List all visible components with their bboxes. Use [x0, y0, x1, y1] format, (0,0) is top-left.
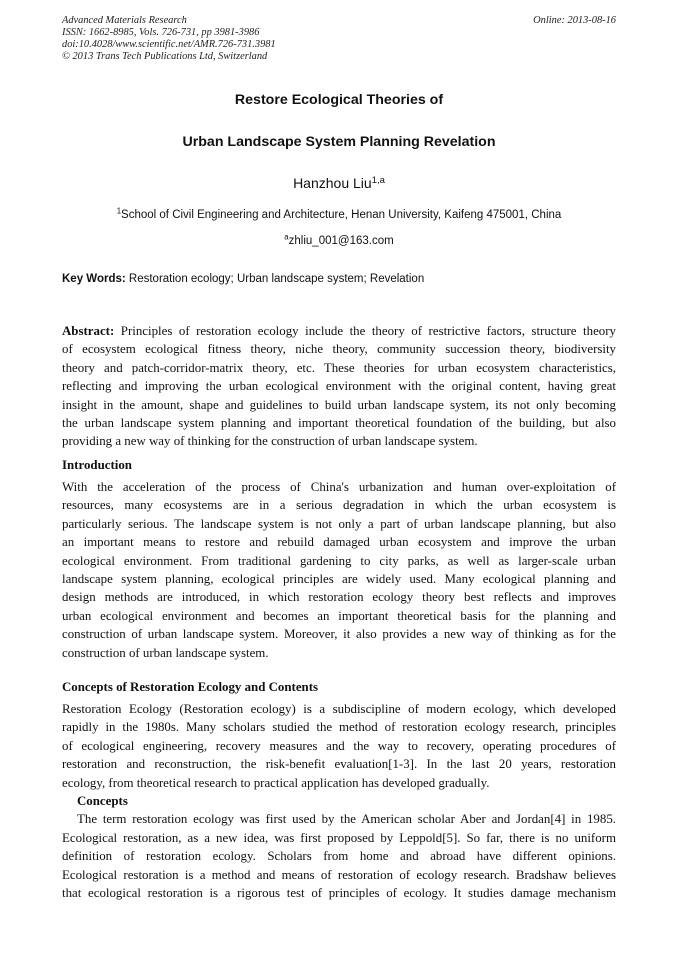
affiliation-superscript: 1	[116, 206, 122, 216]
paragraph-line: Restoration Ecology (Restoration ecology) is a subdiscipline of modern ecology, which developed	[62, 702, 616, 716]
copyright-line: © 2013 Trans Tech Publications Ltd, Switzerland	[62, 51, 268, 62]
paragraph-line: of ecological engineering, recovery measures and the way to recovery, operating procedures of	[62, 738, 616, 753]
paragraph-line: Ecological restoration, as a new idea, was first proposed by Leppold[5]. So far, there is no uniform	[62, 830, 616, 845]
email-text: zhliu_001@163.com	[288, 235, 394, 247]
paragraph-line: Ecological restoration is a method and means of restoration of ecology research. Bradshaw believes	[62, 867, 616, 882]
paragraph-line: ecological environment. From traditional gardening to city parks, as well as larger-scale urban	[62, 553, 616, 568]
issn-line: ISSN: 1662-8985, Vols. 726-731, pp 3981-3986	[62, 27, 260, 38]
paragraph-line: construction of urban landscape system. Moreover, it also provides a new way of thinking as for the	[62, 627, 616, 642]
concepts-section-body	[62, 700, 616, 902]
title-line-2: Urban Landscape System Planning Revelation	[182, 134, 496, 150]
keywords	[62, 272, 616, 287]
concepts-subheading: Concepts	[77, 793, 128, 808]
introduction-body	[62, 478, 616, 662]
abstract-line: providing a new way of thinking for the construction of urban landscape system.	[62, 434, 478, 449]
abstract	[62, 322, 616, 451]
author-superscript: 1,a	[371, 174, 385, 186]
abstract-line: theory and patch-corridor-matrix theory, etc. These theories for urban ecosystem characteristics,	[62, 360, 616, 375]
paragraph-line: design methods are introduced, in which restoration ecology theory best reflects and improves	[62, 590, 616, 605]
paragraph-line: definition of restoration ecology. Scholars from home and abroad have different opinions.	[62, 849, 616, 864]
affiliation	[62, 208, 616, 223]
author-email	[62, 234, 616, 249]
paragraph-line: With the acceleration of the process of China's urbanization and human over-exploitation of	[62, 480, 616, 494]
paragraph-line: rapidly in the 1980s. Many scholars studied the method of restoration ecology research, principles	[62, 720, 616, 735]
paragraph-line: that ecological restoration is a rigorous test of principles of ecology. It studies damage mechanism	[62, 885, 616, 900]
paragraph-line: The term restoration ecology was first used by the American scholar Aber and Jordan[4] in 1985.	[77, 812, 616, 827]
doi-line: doi:10.4028/www.scientific.net/AMR.726-731.3981	[62, 39, 276, 50]
online-date: Online: 2013-08-16	[533, 15, 616, 26]
email-superscript: a	[284, 232, 289, 242]
paragraph-line: an important means to restore and rebuild damaged urban ecosystem and improve the urban	[62, 535, 616, 550]
author-name: Hanzhou Liu	[293, 175, 372, 191]
journal-name: Advanced Materials Research	[62, 15, 187, 26]
journal-header	[62, 15, 616, 63]
abstract-line: insight in the amount, shape and guidelines to build urban landscape system, its not only becoming	[62, 397, 616, 412]
paragraph-line: landscape system planning, ecological principles are widely used. Many ecological planning and	[62, 571, 616, 586]
title-line-1: Restore Ecological Theories of	[234, 92, 444, 108]
abstract-line: the urban landscape system planning and important theoretical foundation of the building, but also	[62, 415, 616, 430]
abstract-label: Abstract:	[62, 324, 115, 338]
keywords-text: Restoration ecology; Urban landscape system; Revelation	[128, 273, 425, 285]
introduction-heading: Introduction	[62, 458, 132, 472]
keywords-label: Key Words:	[62, 273, 126, 285]
paragraph-line: particularly serious. The landscape system is not only a part of urban landscape planning, but also	[62, 516, 616, 531]
abstract-line: of ecosystem ecological fitness theory, niche theory, community succession theory, biodiversity	[62, 342, 616, 357]
paragraph-line: urban ecological environment and becomes an important theoretical basis for the planning and	[62, 608, 616, 623]
paragraph-line: ecology, from theoretical research to practical application has developed gradually.	[62, 775, 490, 790]
affiliation-text: School of Civil Engineering and Architecture, Henan University, Kaifeng 475001, China	[121, 209, 562, 221]
concepts-section-heading: Concepts of Restoration Ecology and Contents	[62, 680, 319, 694]
paragraph-line: resources, many ecosystems are in a serious degradation in which the urban ecosystem is	[62, 498, 616, 513]
abstract-line: Abstract: Principles of restoration ecology include the theory of restrictive factors, structure theory	[62, 324, 616, 338]
paragraph-line: construction of urban landscape system.	[62, 645, 269, 660]
paragraph-line: restoration and reconstruction, the risk-benefit evaluation[1-3]. In the last 20 years, restoration	[62, 757, 616, 772]
abstract-line: reflecting and improving the urban ecological environment with the original content, having great	[62, 379, 616, 394]
author	[62, 174, 616, 192]
